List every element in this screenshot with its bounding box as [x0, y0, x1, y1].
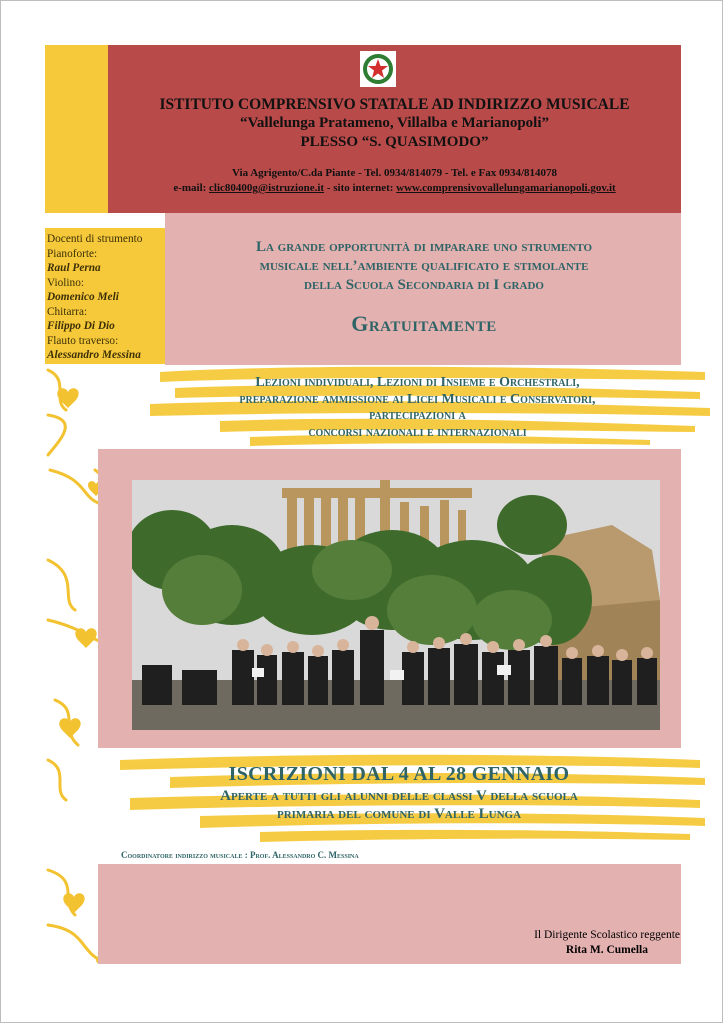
principal-name: Rita M. Cumella: [565, 944, 648, 956]
teacher-name: Filippo Di Dio: [47, 320, 115, 332]
school-plesso: PLESSO “S. QUASIMODO”: [300, 134, 489, 150]
coordinator-note: Coordinatore indirizzo musicale : Prof. Alessandro C. Messina: [121, 850, 359, 860]
opportunity-line: musicale nell’ambiente qualificato e stimolante: [259, 258, 589, 274]
lessons-text: [120, 375, 715, 441]
lessons-line: partecipazioni a: [369, 408, 466, 423]
principal-title: Il Dirigente Scolastico reggente: [534, 929, 680, 941]
yellow-side-band: [45, 45, 108, 213]
lessons-line: preparazione ammissione ai Licei Musicali e Conservatori,: [239, 391, 596, 407]
lessons-line: concorsi nazionali e internazionali: [308, 424, 527, 440]
lessons-line: Lezioni individuali, Lezioni di Insieme e Orchestrali,: [255, 375, 580, 390]
instrument-label: Pianoforte:: [47, 247, 98, 260]
orchestra-photo: [132, 480, 660, 730]
opportunity-line: della Scuola Secondaria di I grado: [304, 277, 544, 293]
enrollment-details: [100, 787, 698, 823]
email-link[interactable]: clic80400g@istruzione.it: [209, 182, 325, 194]
instrument-label: Violino:: [47, 276, 84, 289]
italian-republic-emblem: [360, 51, 396, 87]
enrollment-heading: ISCRIZIONI DAL 4 AL 28 GENNAIO: [228, 763, 570, 785]
opportunity-line: La grande opportunità di imparare uno strumento: [255, 239, 593, 255]
teacher-name: Raul Perna: [47, 262, 101, 274]
teacher-name: Alessandro Messina: [47, 349, 141, 361]
contact-line: [108, 182, 681, 194]
school-name: ISTITUTO COMPRENSIVO STATALE AD INDIRIZZO MUSICALE: [159, 96, 630, 113]
opportunity-text: [168, 238, 680, 295]
website-link[interactable]: www.comprensivovallelungamarianopoli.gov.it: [396, 182, 616, 194]
teacher-list: [47, 232, 165, 363]
teacher-heading: Docenti di strumento: [47, 233, 143, 245]
free-heading: Gratuitamente: [351, 311, 497, 336]
instrument-label: Flauto traverso:: [47, 334, 119, 347]
enrollment-line: Aperte a tutti gli alunni delle classi V della scuola: [220, 788, 578, 804]
teacher-name: Domenico Meli: [47, 291, 119, 303]
instrument-label: Chitarra:: [47, 305, 88, 318]
enrollment-line: primaria del comune di Valle Lunga: [276, 806, 522, 822]
address-line: Via Agrigento/C.da Piante - Tel. 0934/814079 - Tel. e Fax 0934/814078: [231, 167, 557, 179]
email-label: e-mail:: [173, 182, 210, 194]
school-places: “Vallelunga Pratameno, Villalba e Marianopoli”: [239, 115, 550, 131]
site-label: - sito internet:: [324, 182, 397, 194]
